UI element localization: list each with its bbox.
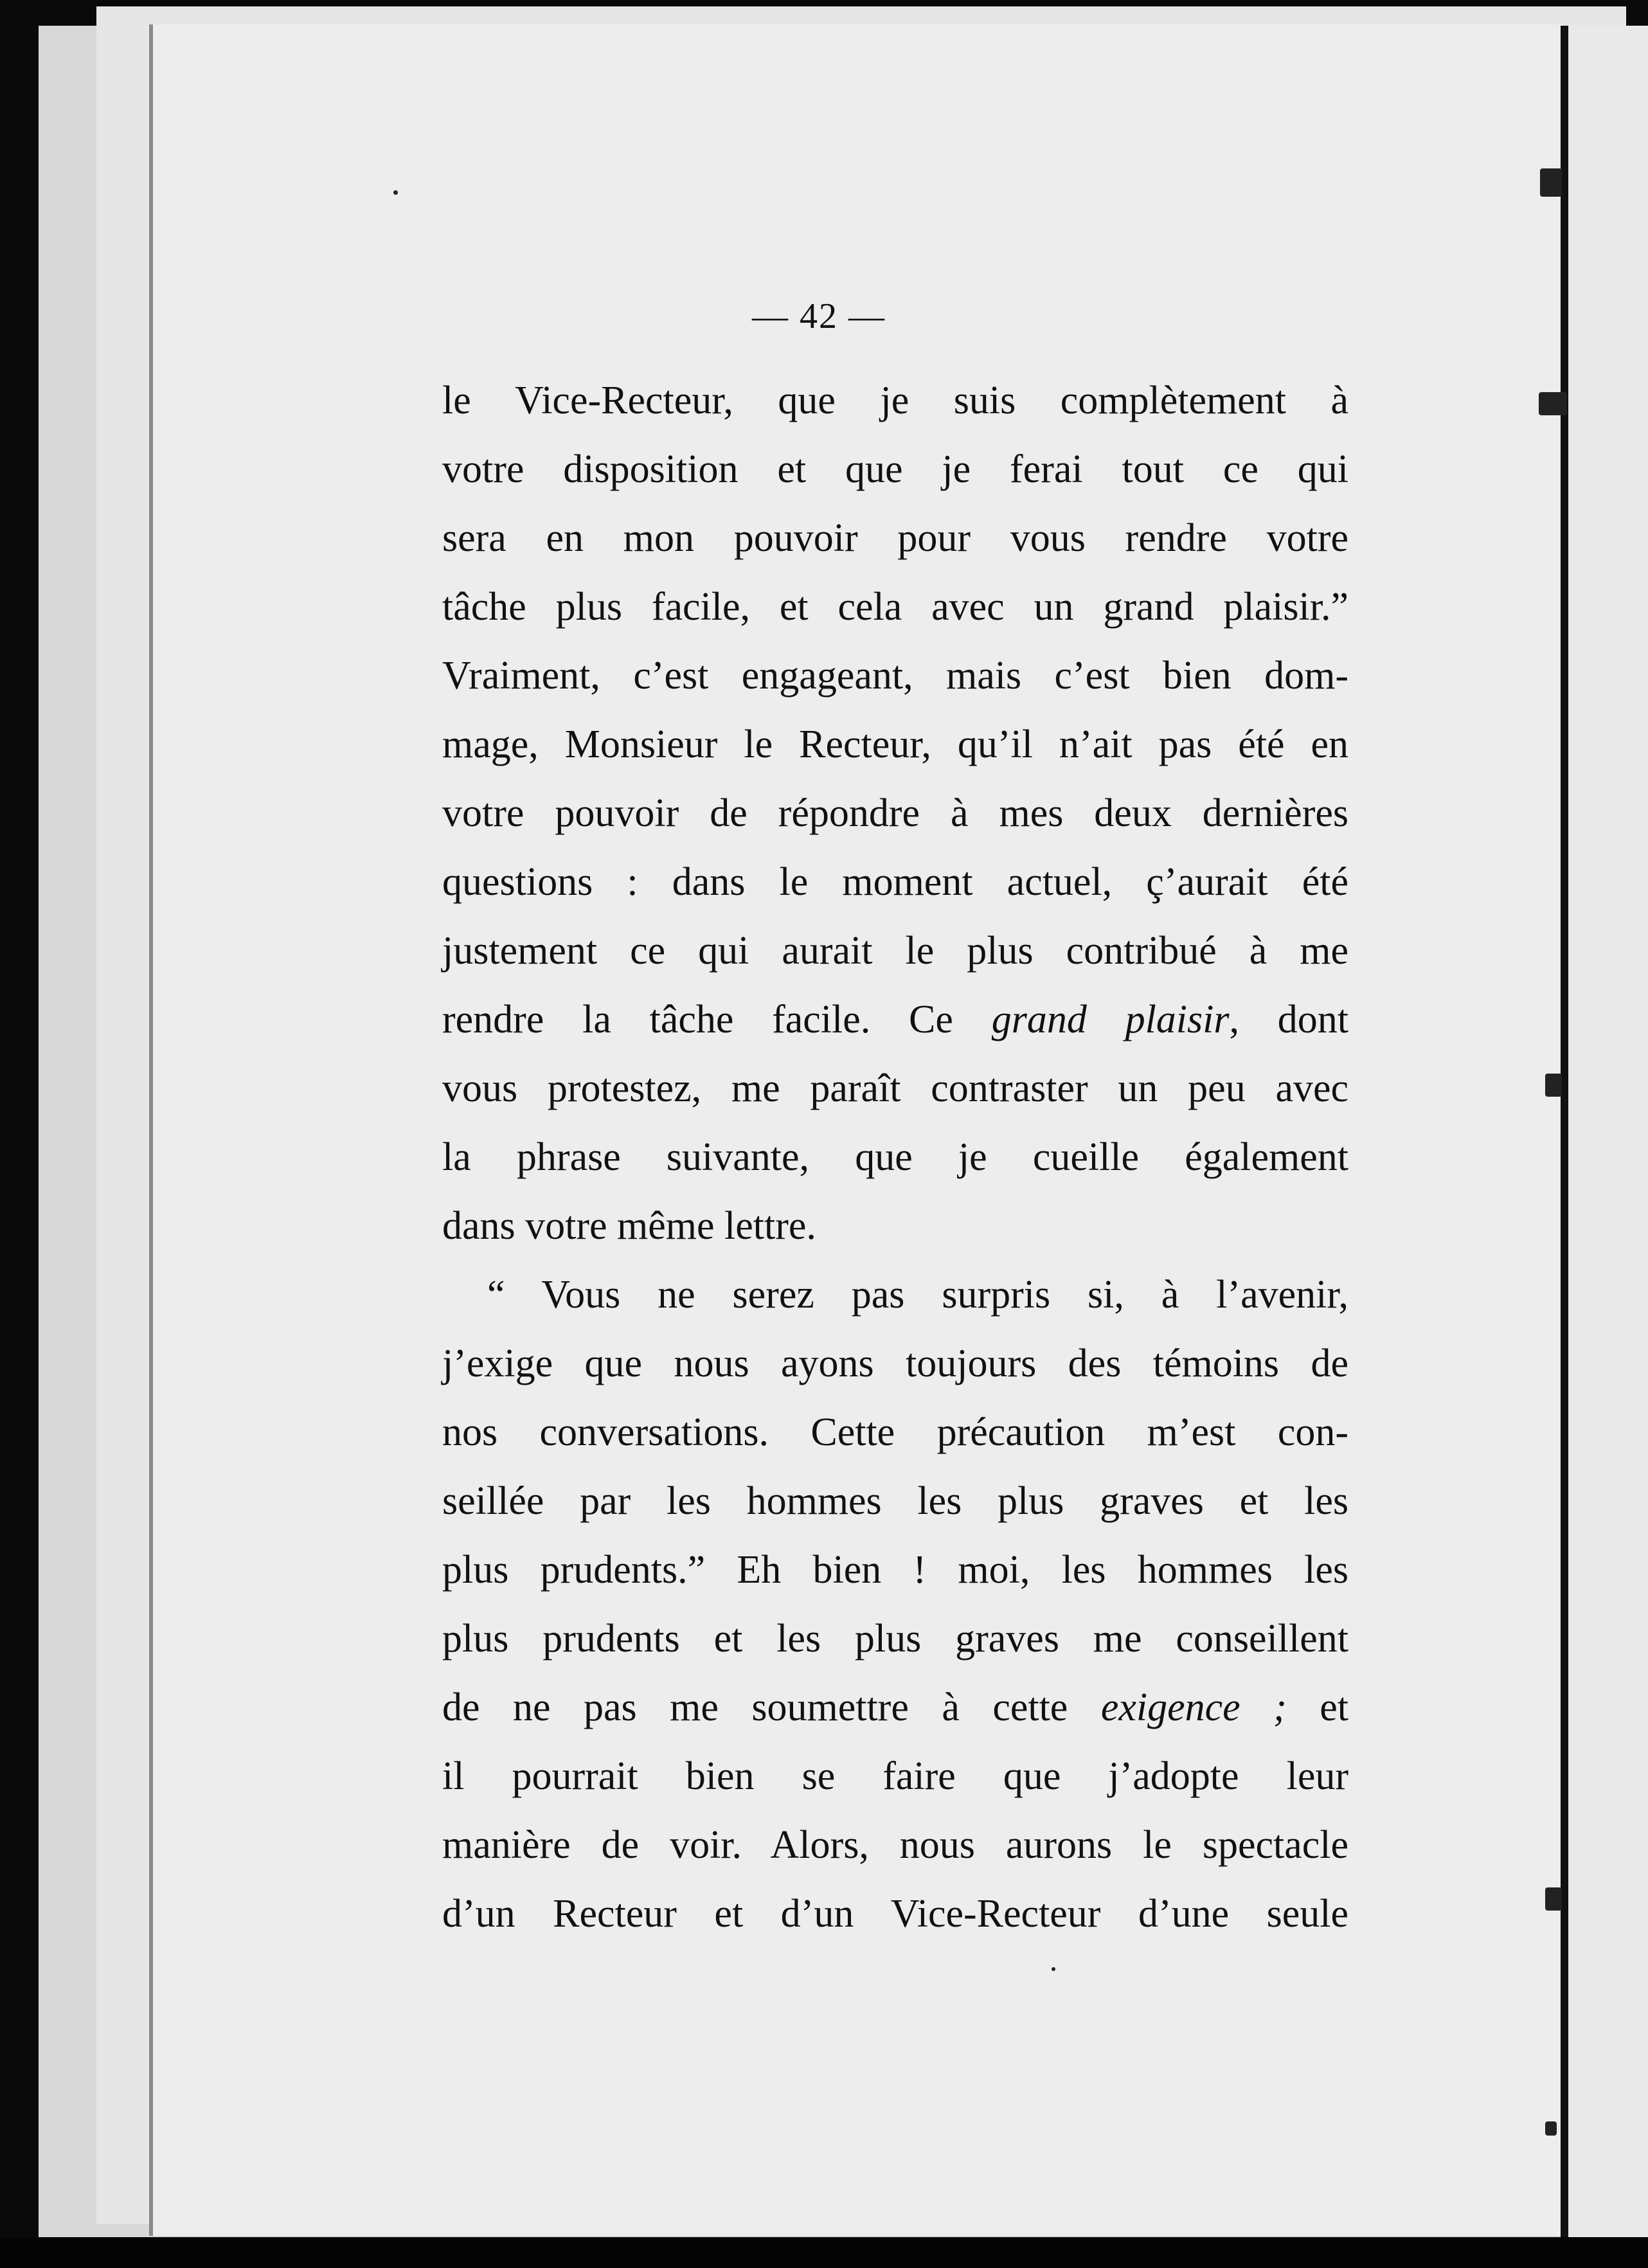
text-segment: et [1286,1686,1348,1729]
text-line: dans votre même lettre. [442,1204,816,1248]
gutter-mark [1539,392,1567,415]
gutter-mark [1545,1887,1562,1911]
text-line: il pourrait bien se faire que j’adopte leur [442,1754,1348,1798]
text-line: “ Vous ne serez pas surpris si, à l’avenir, [487,1273,1348,1317]
next-page-edge [1568,26,1648,2237]
text-line: nos conversations. Cette précaution m’est con- [442,1410,1348,1454]
text-line: questions : dans le moment actuel, ç’aurait été [442,860,1348,904]
text-line: seillée par les hommes les plus graves et les [442,1479,1348,1523]
text-line: mage, Monsieur le Recteur, qu’il n’ait pas été en [442,723,1348,766]
text-line: d’un Recteur et d’un Vice-Recteur d’une seule [442,1892,1348,1936]
text-line [442,1673,1348,1742]
text-line: votre disposition et que je ferai tout ce qui [442,447,1348,491]
text-segment: rendre la tâche facile. Ce [442,998,992,1041]
dust-speck [1052,1967,1055,1971]
dust-speck [393,190,398,195]
text-line: plus prudents.” Eh bien ! moi, les hommes les [442,1548,1348,1592]
italic-phrase: exigence ; [1100,1686,1287,1729]
scan-bottom-border [0,2237,1648,2268]
gutter-mark [1545,1074,1562,1097]
text-line: votre pouvoir de répondre à mes deux dernières [442,791,1348,835]
body-text [442,366,1348,1949]
text-line: sera en mon pouvoir pour vous rendre votre [442,516,1348,560]
text-line: justement ce qui aurait le plus contribué à me [442,929,1348,973]
gutter-mark [1540,168,1562,197]
text-line: manière de voir. Alors, nous aurons le spectacle [442,1823,1348,1867]
text-line: plus prudents et les plus graves me conseillent [442,1617,1348,1661]
text-line: la phrase suivante, que je cueille également [442,1135,1348,1179]
gutter-mark [1545,2121,1557,2136]
text-line: tâche plus facile, et cela avec un grand plaisir.” [442,585,1348,629]
text-segment: , dont [1229,998,1349,1041]
text-line: le Vice-Recteur, que je suis complètement à [442,379,1348,422]
page-number: — 42 — [752,296,886,336]
text-line: j’exige que nous ayons toujours des témoins de [442,1342,1348,1385]
text-segment: de ne pas me soumettre à cette [442,1686,1101,1729]
text-line: Vraiment, c’est engageant, mais c’est bien dom- [442,654,1348,698]
text-line [442,986,1348,1054]
text-line: vous protestez, me paraît contraster un peu avec [442,1066,1348,1110]
italic-phrase: grand plaisir [991,998,1230,1041]
